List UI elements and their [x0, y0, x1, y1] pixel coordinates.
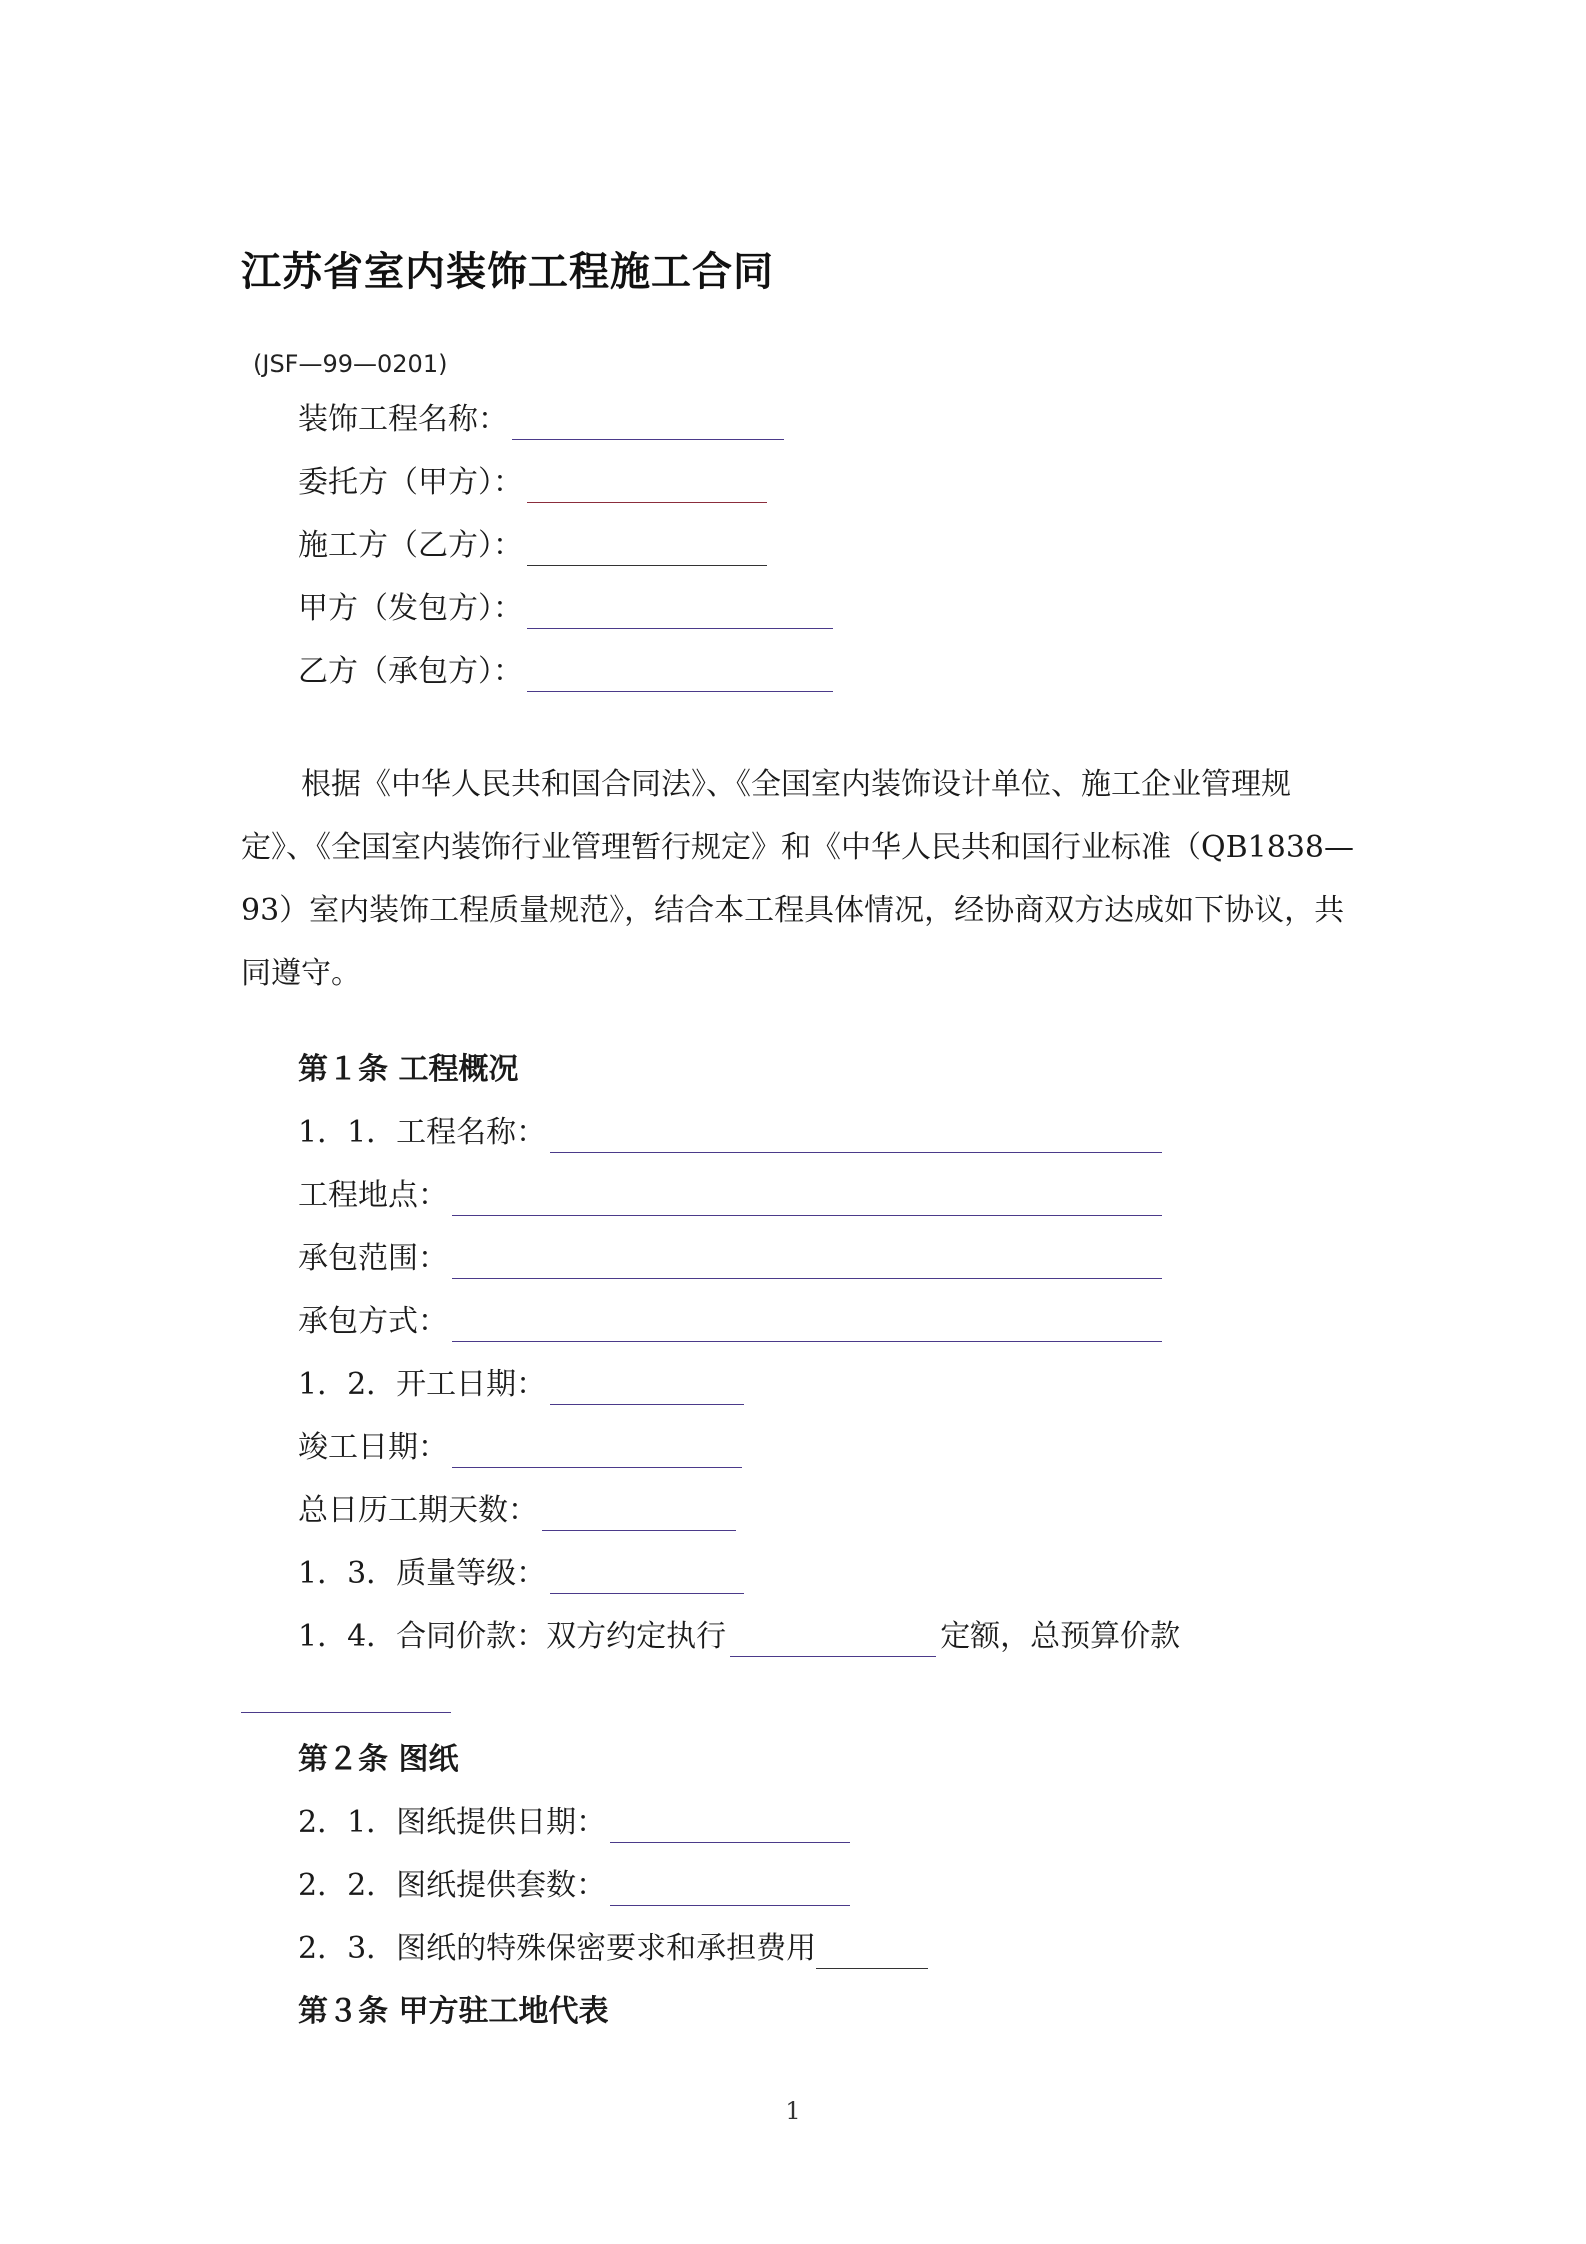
start-date-label: 1．2．开工日期：: [298, 1367, 547, 1402]
scope-label: 承包范围：: [298, 1241, 448, 1276]
contractor-label: 施工方（乙方）：: [298, 528, 523, 563]
secrecy-row: [298, 1929, 928, 1969]
price-row: [298, 1617, 1180, 1657]
article-1-heading: 第１条 工程概况: [298, 1052, 519, 1087]
client-row: [298, 463, 767, 503]
contractor-blank[interactable]: [527, 533, 767, 566]
drawing-date-row: [298, 1803, 850, 1843]
party-b-blank[interactable]: [527, 659, 833, 692]
finish-date-row: [298, 1428, 742, 1468]
contractor-row: [298, 526, 767, 566]
drawing-sets-blank[interactable]: [610, 1873, 850, 1906]
article-2-heading: 第２条 图纸: [298, 1742, 459, 1777]
duration-label: 总日历工期天数：: [298, 1493, 538, 1528]
finish-date-label: 竣工日期：: [298, 1430, 448, 1465]
party-a-row: [298, 589, 833, 629]
party-a-blank[interactable]: [527, 596, 833, 629]
drawing-date-blank[interactable]: [610, 1810, 850, 1843]
project-name-row: [298, 400, 784, 440]
quota-blank[interactable]: [730, 1624, 936, 1657]
method-label: 承包方式：: [298, 1304, 448, 1339]
location-row: [298, 1176, 1162, 1216]
party-b-row: [298, 652, 833, 692]
drawing-sets-label: 2．2．图纸提供套数：: [298, 1868, 607, 1903]
method-blank[interactable]: [452, 1309, 1162, 1342]
article-3-heading: 第３条 甲方驻工地代表: [298, 1994, 609, 2029]
secrecy-blank[interactable]: [816, 1936, 928, 1969]
quality-label: 1．3．质量等级：: [298, 1556, 547, 1591]
preamble-paragraph: 根据《中华人民共和国合同法》、《全国室内装饰设计单位、施工企业管理规定》、《全国室内装饰行业管理暂行规定》和《中华人民共和国行业标准（QB1838—93）室内装饰工程质量规范》，结合本工程具体情况，经协商双方达成如下协议，共同遵守。: [241, 767, 1354, 991]
drawing-sets-row: [298, 1866, 850, 1906]
duration-blank[interactable]: [542, 1498, 736, 1531]
scope-blank[interactable]: [452, 1246, 1162, 1279]
scope-row: [298, 1239, 1162, 1279]
project-title-label: 1．1．工程名称：: [298, 1115, 547, 1150]
contract-code: (JSF—99—0201): [253, 350, 448, 378]
price-label-tail: 定额，总预算价款: [940, 1619, 1181, 1654]
quality-row: [298, 1554, 744, 1594]
project-name-label: 装饰工程名称：: [298, 402, 508, 437]
location-blank[interactable]: [452, 1183, 1162, 1216]
quality-blank[interactable]: [550, 1561, 744, 1594]
budget-price-blank[interactable]: [241, 1712, 451, 1713]
project-title-blank[interactable]: [550, 1120, 1162, 1153]
contract-title: 江苏省室内装饰工程施工合同: [241, 249, 774, 295]
start-date-row: [298, 1365, 744, 1405]
secrecy-label: 2．3．图纸的特殊保密要求和承担费用: [298, 1931, 817, 1966]
page-number: 1: [785, 2097, 801, 2125]
duration-row: [298, 1491, 736, 1531]
party-a-label: 甲方（发包方）：: [298, 591, 523, 626]
project-title-row: [298, 1113, 1162, 1153]
location-label: 工程地点：: [298, 1178, 448, 1213]
client-label: 委托方（甲方）：: [298, 465, 523, 500]
method-row: [298, 1302, 1162, 1342]
party-b-label: 乙方（承包方）：: [298, 654, 523, 689]
drawing-date-label: 2．1．图纸提供日期：: [298, 1805, 607, 1840]
finish-date-blank[interactable]: [452, 1435, 742, 1468]
client-blank[interactable]: [527, 470, 767, 503]
project-name-blank[interactable]: [512, 407, 784, 440]
start-date-blank[interactable]: [550, 1372, 744, 1405]
price-label: 1．4．合同价款：双方约定执行: [298, 1619, 727, 1654]
